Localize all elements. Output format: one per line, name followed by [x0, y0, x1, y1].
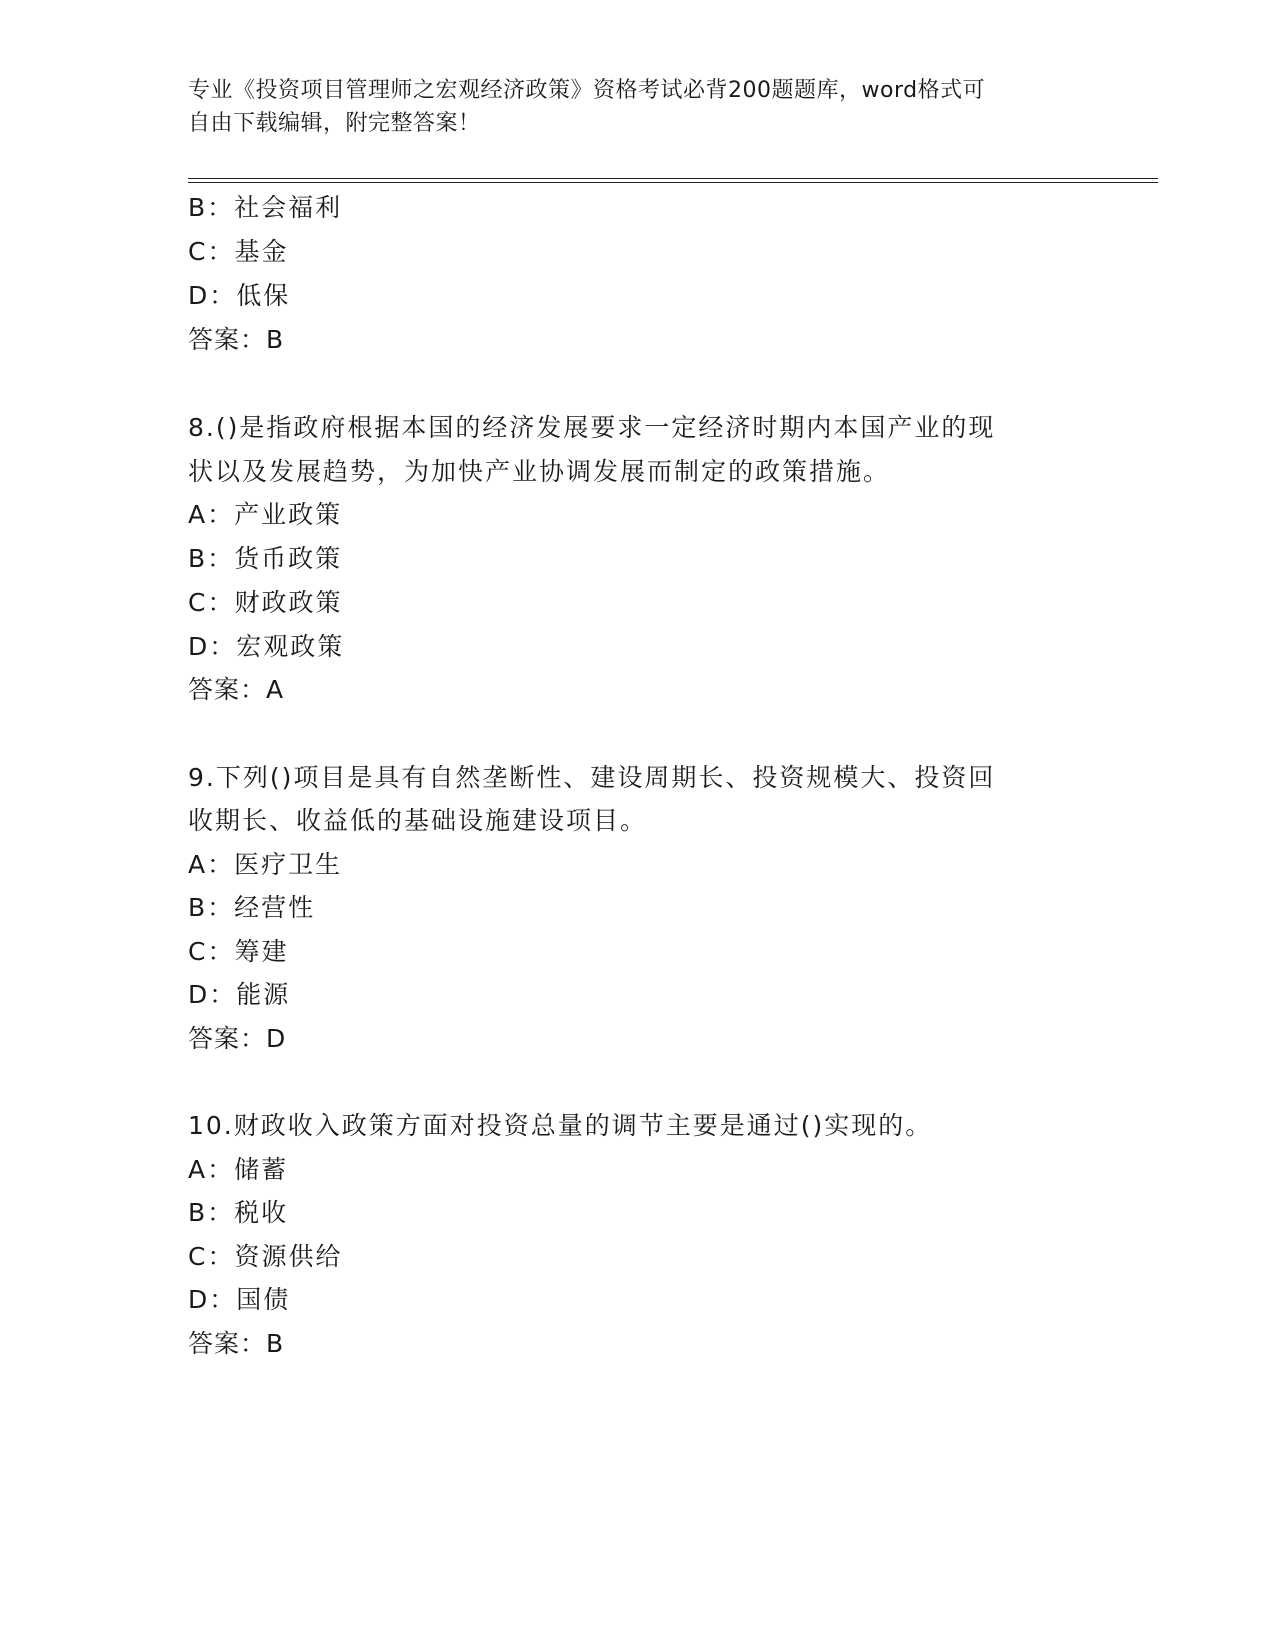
- q9-option-a: A：医疗卫生: [188, 850, 343, 879]
- q10-option-c: C：资源供给: [188, 1242, 343, 1271]
- q7-option-d: D：低保: [188, 281, 291, 310]
- q8-option-d: D：宏观政策: [188, 632, 345, 661]
- q10-stem-line-1: 10.财政收入政策方面对投资总量的调节主要是通过()实现的。: [188, 1111, 933, 1140]
- q8-stem-line-1: 8.()是指政府根据本国的经济发展要求一定经济时期内本国产业的现: [188, 413, 996, 442]
- q10-answer: 答案：B: [188, 1329, 285, 1358]
- q8-option-c: C：财政政策: [188, 588, 343, 617]
- q9-stem-line-2: 收期长、收益低的基础设施建设项目。: [188, 806, 648, 835]
- header-divider: [188, 178, 1158, 183]
- q7-option-c: C：基金: [188, 237, 289, 266]
- q8-option-a: A：产业政策: [188, 500, 343, 529]
- q9-answer: 答案：D: [188, 1024, 287, 1053]
- header-title-line-2: 自由下载编辑，附完整答案！: [188, 111, 481, 136]
- q9-stem-line-1: 9.下列()项目是具有自然垄断性、建设周期长、投资规模大、投资回: [188, 763, 996, 792]
- q9-option-c: C：筹建: [188, 937, 289, 966]
- q7-answer: 答案：B: [188, 325, 285, 354]
- q10-option-b: B：税收: [188, 1198, 289, 1227]
- q8-stem-line-2: 状以及发展趋势，为加快产业协调发展而制定的政策措施。: [188, 457, 891, 486]
- q9-option-b: B：经营性: [188, 893, 316, 922]
- q10-option-d: D：国债: [188, 1285, 291, 1314]
- document-header: [188, 74, 1088, 140]
- q10-option-a: A：储蓄: [188, 1155, 289, 1184]
- q8-option-b: B：货币政策: [188, 544, 343, 573]
- header-title-line-1: 专业《投资项目管理师之宏观经济政策》资格考试必背200题题库，word格式可: [188, 78, 986, 103]
- q7-option-b: B：社会福利: [188, 193, 343, 222]
- q9-option-d: D：能源: [188, 980, 291, 1009]
- q8-answer: 答案：A: [188, 675, 285, 704]
